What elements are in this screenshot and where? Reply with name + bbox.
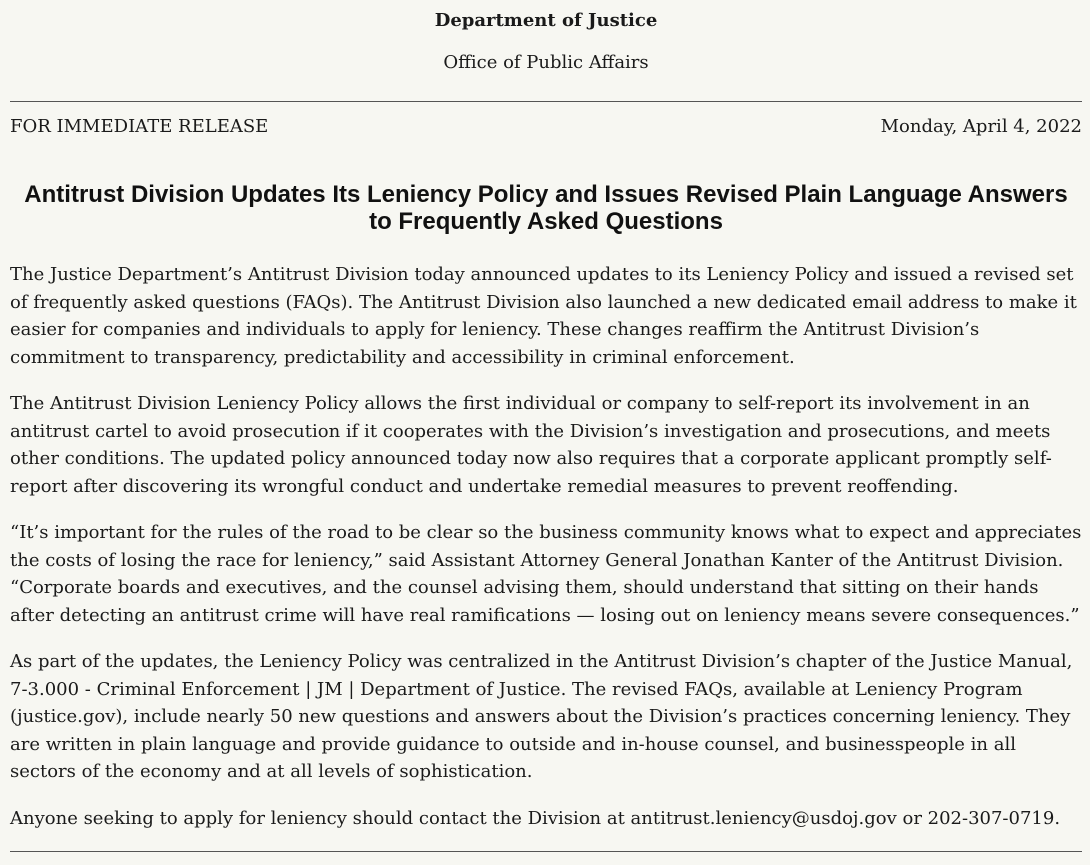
release-date: Monday, April 4, 2022 [880, 116, 1082, 137]
release-info-row [10, 115, 1082, 139]
paragraph: “It’s important for the rules of the road to be clear so the business community knows what to expect and appreciates the costs of losing the race for leniency,” said Assistant Attorney General Jonathan Kanter of the Antitrust Division. “Corporate boards and executives, and the counsel advising them, should understand that sitting on their hands after detecting an antitrust crime will have real ramifications — losing out on leniency means severe consequences.” [10, 522, 1082, 626]
header-divider [10, 101, 1082, 102]
office-name: Office of Public Affairs [443, 52, 649, 73]
headline: Antitrust Division Updates Its Leniency Policy and Issues Revised Plain Language Answers to Frequently Asked Questions [24, 181, 1068, 235]
paragraph: The Justice Department’s Antitrust Division today announced updates to its Leniency Policy and issued a revised set of frequently asked questions (FAQs). The Antitrust Division also launched a new dedicated email address to make it easier for companies and individuals to apply for leniency. These changes reaffirm the Antitrust Division’s commitment to transparency, predictability and accessibility in criminal enforcement. [10, 264, 1077, 368]
agency-name: Department of Justice [434, 10, 658, 31]
paragraph: Anyone seeking to apply for leniency should contact the Division at antitrust.leniency@usdoj.gov or 202-307-0719. [10, 807, 1061, 829]
press-release-page [10, 0, 1082, 865]
release-label: FOR IMMEDIATE RELEASE [10, 116, 269, 137]
footer-divider [10, 851, 1082, 852]
paragraph: As part of the updates, the Leniency Policy was centralized in the Antitrust Division’s chapter of the Justice Manual, 7-3.000 - Criminal Enforcement | JM | Department of Justice. The revised FAQs, available at Leniency Program (justice.gov), include nearly 50 new questions and answers about the Division’s practices concerning leniency. They are written in plain language and provide guidance to outside and in-house counsel, and businesspeople in all sectors of the economy and at all levels of sophistication. [10, 651, 1073, 782]
paragraph: The Antitrust Division Leniency Policy allows the first individual or company to self-report its involvement in an antitrust cartel to avoid prosecution if it cooperates with the Division’s investigation and prosecutions, and meets other conditions. The updated policy announced today now also requires that a corporate applicant promptly self-report after discovering its wrongful conduct and undertake remedial measures to prevent reoffending. [10, 393, 1052, 497]
article-body [10, 261, 1085, 851]
